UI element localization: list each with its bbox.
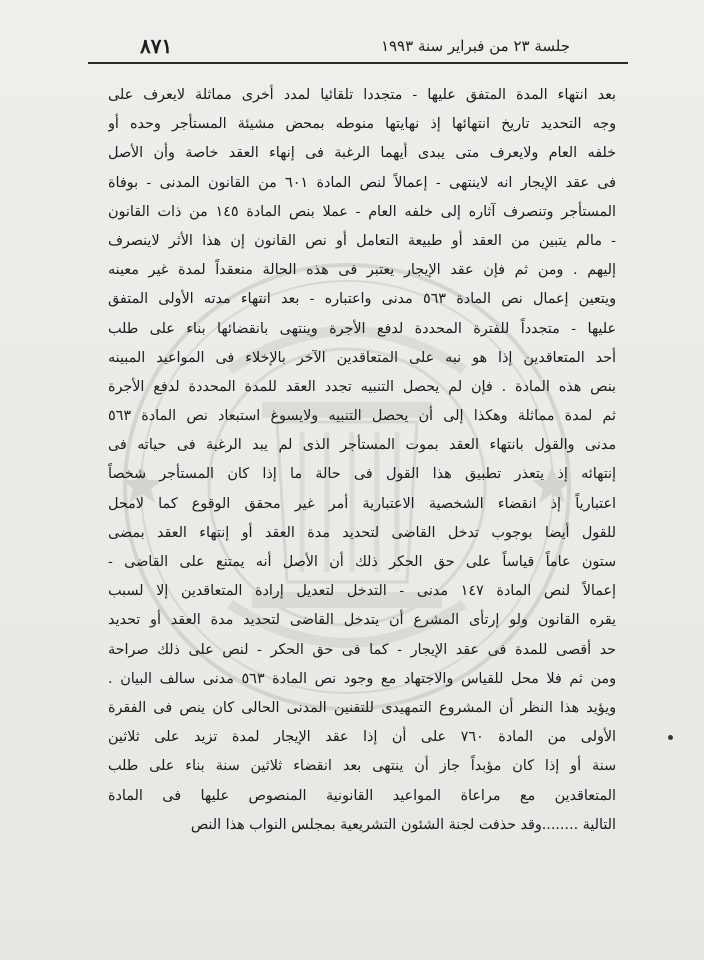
text-line: سنة أو إذا كان مؤبداً جاز أن ينتهى بعد انقضاء ثلاثين سنة بناء على طلب [108,758,616,775]
text-line: إليهم . ومن ثم فإن عقد الإيجار يعتبر فى هذه الحالة منعقداً لمدة غير معينه [108,262,616,279]
text-line: اعتبارياً إذ انقضاء الشخصية الاعتبارية أمر غير محقق الوقوع كما لامحل [108,495,616,512]
text-line: فى عقد الإيجار انه لاينتهى - إعمالاً لنص المادة ٦٠١ من القانون المدنى - بوفاة [108,174,616,191]
page-number: ٨٧١ [140,34,173,58]
text-line: يقره القانون ولو إرتأى المشرع أن يتدخل القاضى لتحديد مدة العقد أو تحديد [108,612,616,629]
text-line: المتعاقدين مع مراعاة المواعيد القانونية المنصوص عليها فى المادة [108,787,616,804]
text-line: ويؤيد هذا النظر أن المشروع التمهيدى للتقنين المدنى الحالى كان ينص فى الفقرة [108,699,616,716]
margin-mark [668,735,673,740]
session-title: جلسة ٢٣ من فبراير سنة ١٩٩٣ [380,37,570,55]
header-divider [88,62,628,64]
text-line: أحد المتعاقدين إذا هو نبه على المتعاقدين الآخر بالإخلاء فى المواعيد المبينه [108,349,616,366]
text-line: ومن ثم فلا محل للقياس والاجتهاد مع وجود نص المادة ٥٦٣ مدنى سالف البيان . [108,670,616,687]
text-line: ويتعين إعمال نص المادة ٥٦٣ مدنى واعتباره - بعد انتهاء مدته الأولى المتفق [108,291,616,308]
text-line: وجه التحديد تاريخ انتهائها إذ نهايتها منوطه بمحض مشيئة المستأجر وحده أو [108,116,616,133]
text-line: ستون عاماً قياساً على حق الحكر ذلك أن الأصل أنه يمتنع على القاضى - [108,554,616,570]
text-line: بعد انتهاء المدة المتفق عليها - متجددا تلقائيا لمدد أخرى مماثلة لايعرف على [108,87,616,103]
text-line: عليها - متجدداً للفترة المحددة لدفع الأجرة وينتهى بانقضائها بناء على طلب [108,320,616,337]
text-line: مدنى والقول بانتهاء العقد بموت المستأجر الذى لم يبد الرغبة فى حياته فى [108,437,616,454]
text-line: بنص هذه المادة . فإن لم يحصل التنبيه تجدد العقد للمدة المحددة لدفع الأجرة [108,378,616,395]
page-header [140,34,570,64]
text-line: المستأجر وتنصرف آثاره إلى خلفه العام - عملا بنص المادة ١٤٥ من ذات القانون [108,203,616,220]
text-line: إنتهائه إذ يتعذر تطبيق هذا القول فى حالة ما إذا كان المستأجر شخصاً [108,466,616,483]
text-line: للقول أيضا بوجوب تدخل القاضى لتحديد مدة العقد أو إنتهاء العقد بمضى [108,524,616,541]
text-line: الأولى من المادة ٧٦٠ على أن إذا عقد الإيجار لمدة تزيد على ثلاثين [108,729,616,746]
text-line: ثم لمدة مماثلة وهكذا إلى أن يحصل التنبيه ولايسوغ استبعاد نص المادة ٥٦٣ [108,408,616,425]
text-line: إعمالاً لنص المادة ١٤٧ مدنى - التدخل لتعديل إرادة المتعاقدين إلا لسبب [108,583,616,600]
text-line: - مالم يتبين من العقد أو طبيعة التعامل أو نص القانون إن هذا الأثر لاينصرف [108,232,616,249]
body-text [108,81,616,840]
text-line: حد أقصى للمدة فى عقد الإيجار - كما فى حق الحكر - لنص على ذلك صراحة [108,641,616,658]
text-line: التالية ........وقد حذفت لجنة الشئون التشريعية بمجلس النواب هذا النص [190,816,616,833]
text-line: خلفه العام ولايعرف متى يبدى أيهما الرغبة فى إنهاء العقد خاصة وأن الأصل [108,145,616,162]
